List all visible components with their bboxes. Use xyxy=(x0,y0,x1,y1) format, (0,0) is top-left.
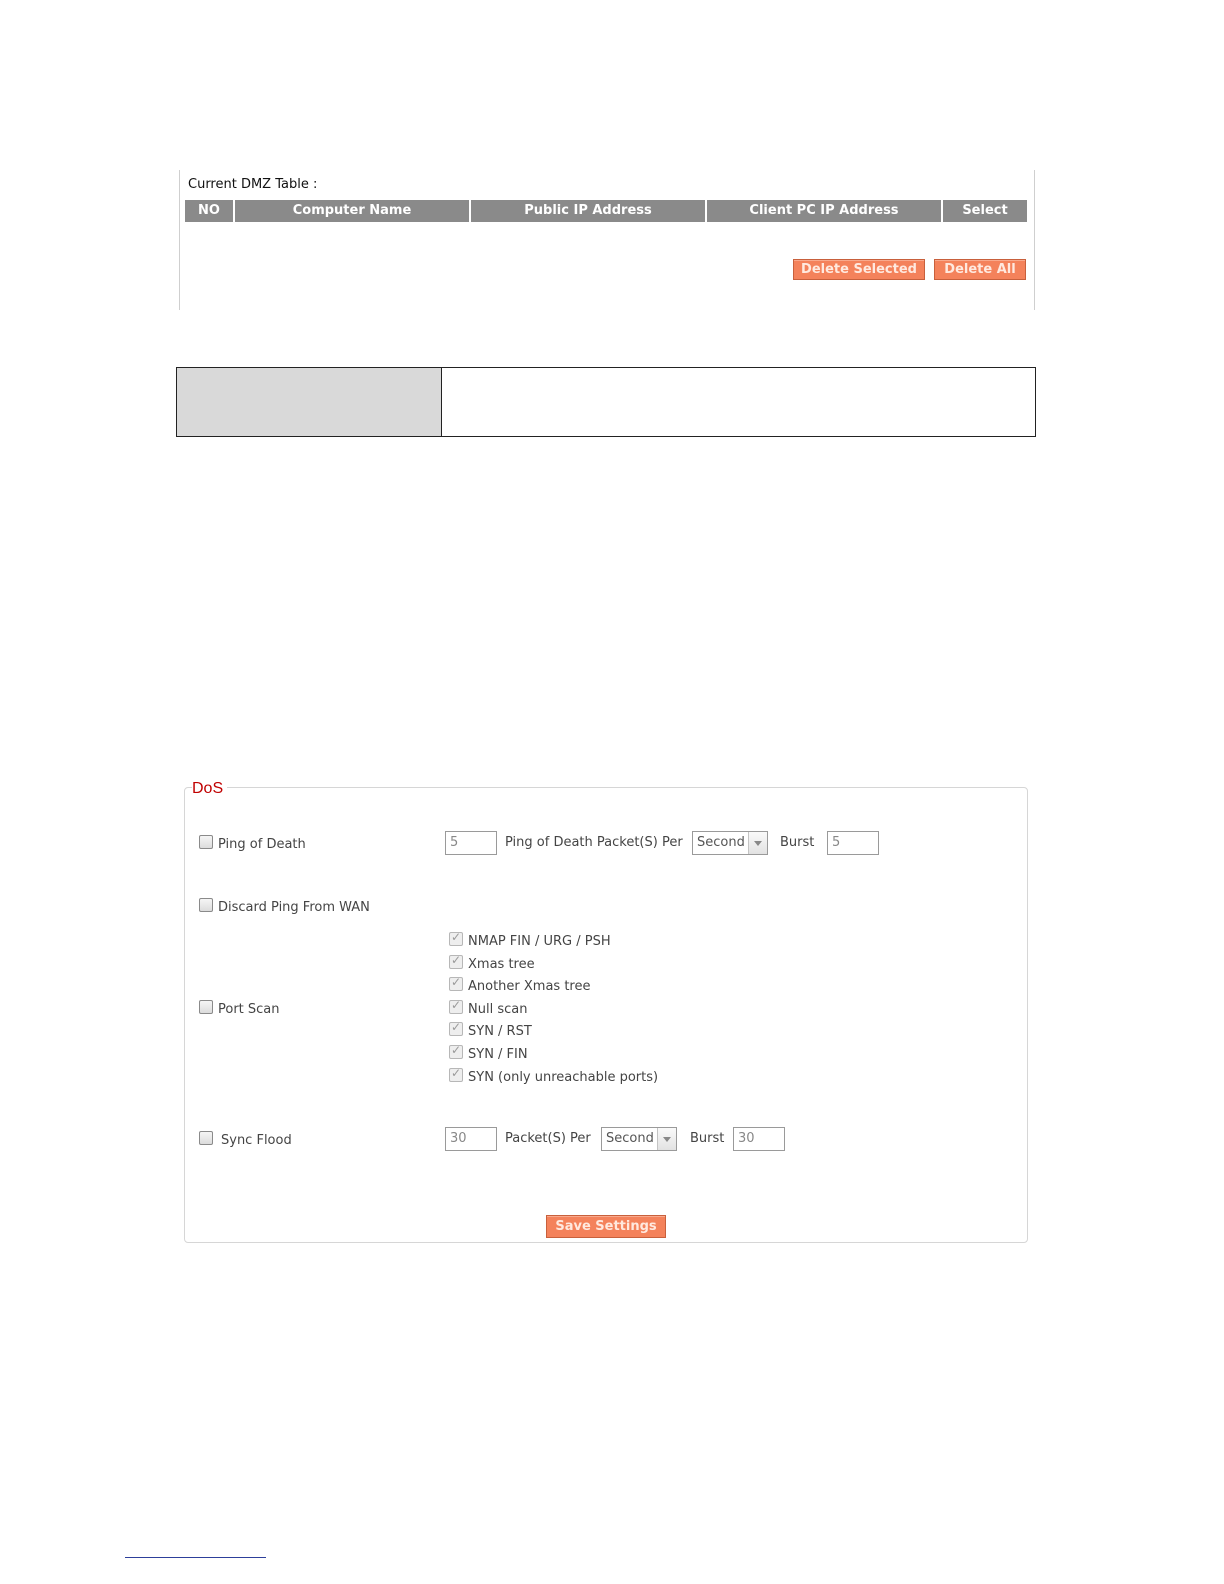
port-scan-option-checkbox[interactable] xyxy=(449,977,463,991)
sync-flood-unit-select[interactable] xyxy=(601,1127,677,1151)
delete-selected-button[interactable]: Delete Selected xyxy=(793,259,925,280)
ping-of-death-checkbox[interactable] xyxy=(199,835,213,849)
ping-of-death-burst-label: Burst xyxy=(780,835,815,850)
sync-flood-label: Sync Flood xyxy=(221,1133,292,1148)
port-scan-option-label: Null scan xyxy=(468,1002,528,1017)
chevron-down-icon xyxy=(657,1128,676,1150)
sync-flood-count-input[interactable]: 30 xyxy=(445,1127,497,1151)
dos-legend: DoS xyxy=(192,780,227,798)
info-box-label-cell xyxy=(177,368,442,436)
column-header-computer-name: Computer Name xyxy=(235,200,469,222)
port-scan-option-label: SYN / FIN xyxy=(468,1047,528,1062)
delete-all-button[interactable]: Delete All xyxy=(934,259,1026,280)
sync-flood-unit-value: Second xyxy=(606,1131,654,1146)
port-scan-option-label: SYN (only unreachable ports) xyxy=(468,1070,659,1085)
port-scan-label: Port Scan xyxy=(218,1002,280,1017)
sync-flood-burst-label: Burst xyxy=(690,1131,725,1146)
column-header-client-ip: Client PC IP Address xyxy=(707,200,941,222)
port-scan-option-label: SYN / RST xyxy=(468,1024,532,1039)
port-scan-option-checkbox[interactable] xyxy=(449,1022,463,1036)
port-scan-option-label: NMAP FIN / URG / PSH xyxy=(468,934,611,949)
discard-ping-label: Discard Ping From WAN xyxy=(218,900,370,915)
dmz-table-panel xyxy=(179,170,1035,310)
port-scan-option-checkbox[interactable] xyxy=(449,1045,463,1059)
save-settings-button[interactable]: Save Settings xyxy=(546,1215,666,1238)
ping-of-death-count-input[interactable]: 5 xyxy=(445,831,497,855)
column-header-select: Select xyxy=(943,200,1027,222)
port-scan-option-checkbox[interactable] xyxy=(449,1000,463,1014)
info-box-value-cell xyxy=(442,368,1035,436)
port-scan-checkbox[interactable] xyxy=(199,1000,213,1014)
chevron-down-icon xyxy=(748,832,767,854)
dmz-table-title: Current DMZ Table : xyxy=(188,177,318,192)
sync-flood-packets-label: Packet(S) Per xyxy=(505,1131,591,1146)
info-box xyxy=(176,367,1036,437)
column-header-no: NO xyxy=(185,200,233,222)
port-scan-option-checkbox[interactable] xyxy=(449,1068,463,1082)
column-header-public-ip: Public IP Address xyxy=(471,200,705,222)
ping-of-death-label: Ping of Death xyxy=(218,837,306,852)
port-scan-option-checkbox[interactable] xyxy=(449,955,463,969)
port-scan-option-label: Another Xmas tree xyxy=(468,979,591,994)
dmz-table-header xyxy=(185,200,1027,222)
ping-of-death-packets-label: Ping of Death Packet(S) Per xyxy=(505,835,683,850)
port-scan-option-label: Xmas tree xyxy=(468,957,535,972)
footer-divider xyxy=(125,1557,266,1558)
discard-ping-checkbox[interactable] xyxy=(199,898,213,912)
ping-of-death-burst-input[interactable]: 5 xyxy=(827,831,879,855)
ping-of-death-unit-value: Second xyxy=(697,835,745,850)
sync-flood-checkbox[interactable] xyxy=(199,1131,213,1145)
dos-fieldset xyxy=(184,787,1028,1243)
sync-flood-burst-input[interactable]: 30 xyxy=(733,1127,785,1151)
ping-of-death-unit-select[interactable] xyxy=(692,831,768,855)
port-scan-option-checkbox[interactable] xyxy=(449,932,463,946)
